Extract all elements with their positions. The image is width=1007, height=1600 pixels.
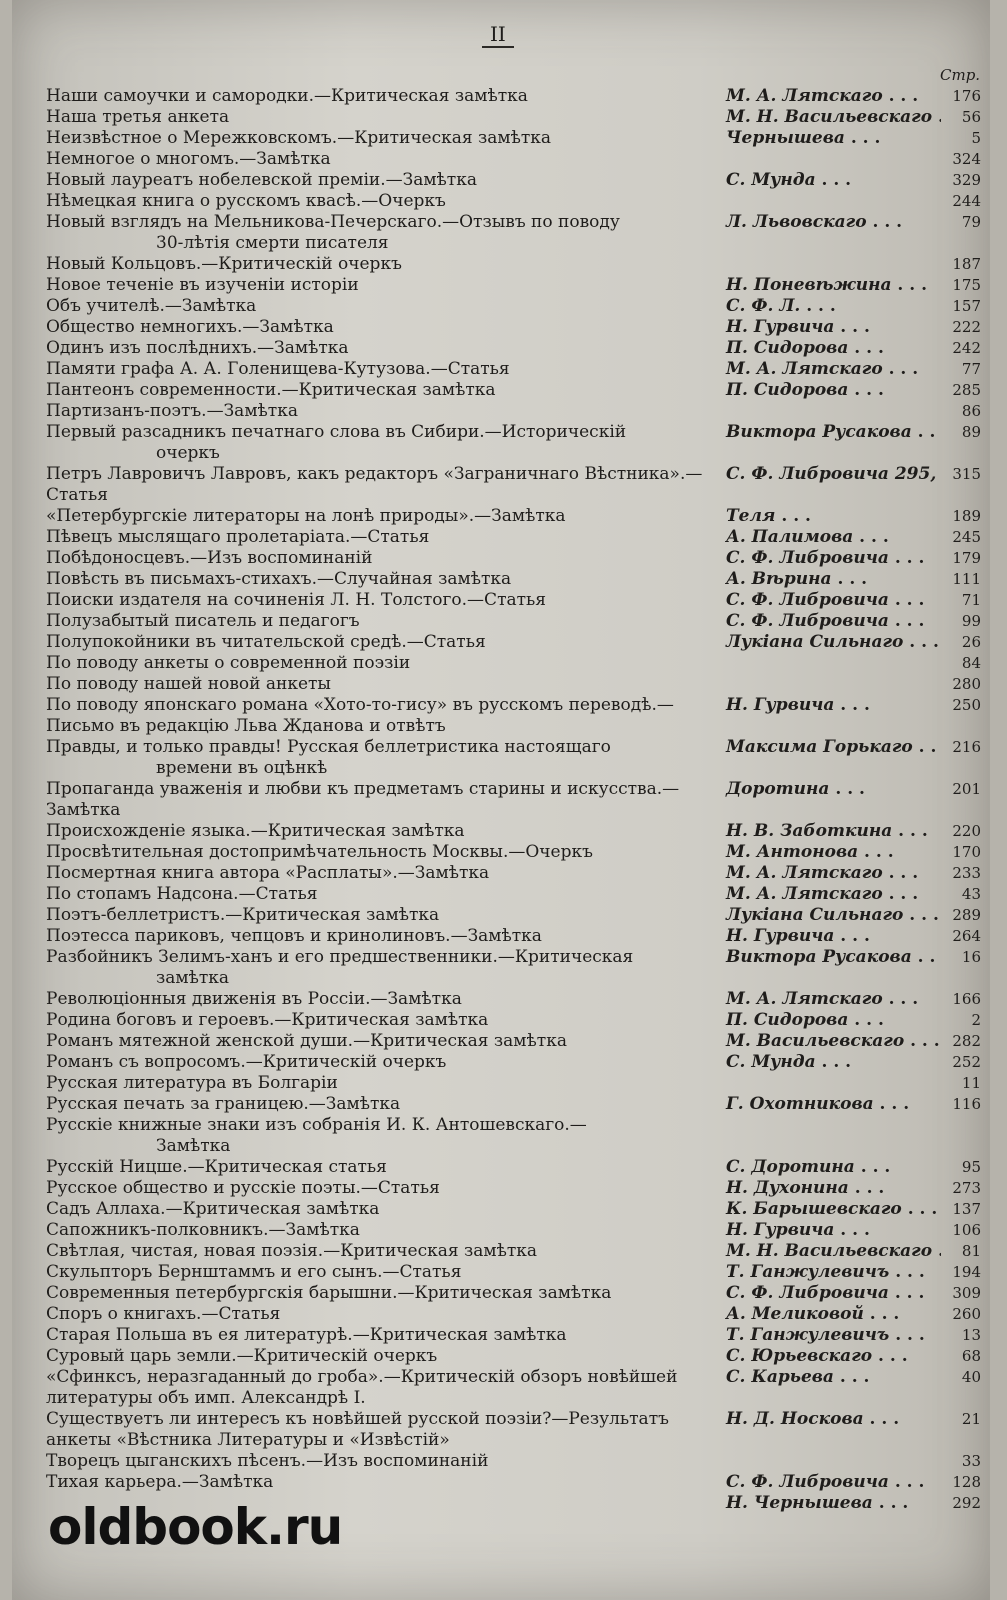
entry-page: 128: [952, 1473, 981, 1491]
entry-title-text: Суровый царь земли.—Критическій очеркъ: [46, 1346, 438, 1366]
entry-author: П. Сидорова . . .: [716, 380, 941, 401]
entry-title-continuation: времени въ оцѣнкѣ: [156, 758, 328, 778]
entry-title-text: Садъ Аллаха.—Критическая замѣтка: [46, 1199, 380, 1219]
entry-page: 71: [961, 591, 981, 609]
toc-entry: [46, 191, 981, 212]
entry-author: Лукіана Сильнаго . . .: [716, 905, 941, 926]
entry-author: М. А. Лятскаго . . .: [716, 359, 941, 380]
entry-title: [46, 863, 716, 884]
entry-title: [46, 422, 716, 464]
entry-author: С. Ф. Либровича . . .: [716, 611, 941, 632]
watermark-text: oldbook.ru: [48, 1498, 343, 1556]
entry-author: С. Мунда . . .: [716, 1052, 941, 1073]
toc-entry: [46, 128, 981, 149]
entry-title-text: Родина боговъ и героевъ.—Критическая замѣтка: [46, 1010, 489, 1030]
toc-entry: [46, 1304, 981, 1325]
toc-entry: [46, 527, 981, 548]
entry-title-text: Происхожденіе языка.—Критическая замѣтка: [46, 821, 465, 841]
toc-entry: [46, 569, 981, 590]
entry-page: 89: [961, 423, 981, 441]
entry-title: [46, 1241, 716, 1262]
entry-title: [46, 338, 716, 359]
entry-author: А. Вѣрина . . .: [716, 569, 941, 590]
toc-entry: [46, 1010, 981, 1031]
entry-author: Виктора Русакова . . .: [716, 947, 941, 968]
entry-author: П. Сидорова . . .: [716, 338, 941, 359]
toc-entry: [46, 863, 981, 884]
entry-title-text: Пантеонъ современности.—Критическая замѣтка: [46, 380, 496, 400]
entry-title: [46, 170, 716, 191]
entry-author: Т. Ганжулевичъ . . .: [716, 1262, 941, 1283]
entry-title-text: Современныя петербургскія барышни.—Критическая замѣтка: [46, 1283, 612, 1303]
toc-entry: [46, 380, 981, 401]
entry-title: [46, 296, 716, 317]
toc-entry: [46, 1409, 981, 1451]
toc-entry: [46, 317, 981, 338]
toc-entry: [46, 212, 981, 254]
entry-page: 68: [961, 1347, 981, 1365]
entry-title: [46, 737, 716, 779]
toc-entry: [46, 296, 981, 317]
entry-author: С. Мунда . . .: [716, 170, 941, 191]
entry-title-text: Романъ съ вопросомъ.—Критическій очеркъ: [46, 1052, 447, 1072]
entry-page: 244: [952, 192, 981, 210]
entry-page: 176: [952, 87, 981, 105]
entry-author: М. А. Лятскаго . . .: [716, 989, 941, 1010]
toc-entry: [46, 947, 981, 989]
entry-title: [46, 1220, 716, 1241]
toc-entry: [46, 338, 981, 359]
entry-page: 40: [961, 1368, 981, 1386]
entry-page: 16: [961, 948, 981, 966]
entry-title-text: Поэтъ-беллетристъ.—Критическая замѣтка: [46, 905, 440, 925]
toc-entry: [46, 1157, 981, 1178]
entry-page: 95: [961, 1158, 981, 1176]
entry-title-text: Нѣмецкая книга о русскомъ квасѣ.—Очеркъ: [46, 191, 446, 211]
entry-page: 252: [952, 1053, 981, 1071]
entry-page: 222: [952, 318, 981, 336]
entry-author: М. А. Лятскаго . . .: [716, 884, 941, 905]
entry-author: С. Доротина . . .: [716, 1157, 941, 1178]
entry-title: [46, 1409, 716, 1451]
entry-title-text: Правды, и только правды! Русская беллетристика настоящаго: [46, 737, 611, 757]
entry-page: 285: [952, 381, 981, 399]
entry-title: [46, 1010, 716, 1031]
entry-page: 79: [961, 213, 981, 231]
entry-title: [46, 149, 716, 170]
entry-page: 84: [961, 654, 981, 672]
entry-author: М. А. Лятскаго . . .: [716, 863, 941, 884]
entry-title-text: Русскій Ницше.—Критическая статья: [46, 1157, 387, 1177]
entry-page: 166: [952, 990, 981, 1008]
entry-page: 13: [961, 1326, 981, 1344]
entry-page: 81: [961, 1242, 981, 1260]
entry-title: [46, 464, 716, 506]
entry-author: С. Ф. Либровича . . .: [716, 1472, 941, 1493]
toc-entry: [46, 1325, 981, 1346]
entry-page: 170: [952, 843, 981, 861]
entry-title-text: Новый лауреатъ нобелевской преміи.—Замѣтка: [46, 170, 477, 190]
entry-author: С. Ф. Либровича . . .: [716, 590, 941, 611]
toc-entry: [46, 989, 981, 1010]
entry-title-text: Существуетъ ли интересъ къ новѣйшей русской поэзіи?—Результатъ анкеты «Вѣстника Литературы и «Извѣстій»: [46, 1409, 669, 1450]
entry-title-text: Первый разсадникъ печатнаго слова въ Сибири.—Историческій: [46, 422, 627, 442]
entry-title: [46, 1472, 716, 1493]
entry-title-text: Старая Польша въ ея литературѣ.—Критическая замѣтка: [46, 1325, 567, 1345]
toc-entry: [46, 926, 981, 947]
entry-title: [46, 653, 716, 674]
entry-title: [46, 275, 716, 296]
entry-author: С. Ф. Либровича . . .: [716, 548, 941, 569]
entry-author: Чернышева . . .: [716, 128, 941, 149]
entry-author: С. Ф. Либровича 295, . . .: [716, 464, 941, 485]
entry-title: [46, 506, 716, 527]
toc-entry: [46, 1367, 981, 1409]
toc-entry: [46, 842, 981, 863]
entry-title: [46, 1094, 716, 1115]
toc-entry: [46, 464, 981, 506]
entry-author: М. Васильевскаго . . .: [716, 1031, 941, 1052]
entry-page: 189: [952, 507, 981, 525]
entry-title: [46, 590, 716, 611]
entry-title: [46, 527, 716, 548]
entry-title: [46, 1031, 716, 1052]
toc-entry: [46, 359, 981, 380]
entry-page: 86: [961, 402, 981, 420]
entry-title: [46, 1115, 716, 1157]
toc-entry: [46, 884, 981, 905]
entry-title: [46, 926, 716, 947]
toc-entry: [46, 632, 981, 653]
entry-title: [46, 674, 716, 695]
toc-entry: [46, 611, 981, 632]
toc-entry: [46, 1262, 981, 1283]
entry-title-text: Неизвѣстное о Мережковскомъ.—Критическая замѣтка: [46, 128, 552, 148]
entry-title-text: Русская литература въ Болгаріи: [46, 1073, 338, 1093]
entry-author: А. Палимова . . .: [716, 527, 941, 548]
entry-title-text: Скульпторъ Бернштаммъ и его сынъ.—Статья: [46, 1262, 462, 1282]
entry-title: [46, 1073, 716, 1094]
entry-title: [46, 1346, 716, 1367]
toc-entry: [46, 1115, 981, 1157]
entry-title-text: Пѣвецъ мыслящаго пролетаріата.—Статья: [46, 527, 430, 547]
entry-page: 5: [971, 129, 981, 147]
entry-page: 324: [952, 150, 981, 168]
toc-entry: [46, 170, 981, 191]
entry-page: 2: [971, 1011, 981, 1029]
entry-page: 194: [952, 1263, 981, 1281]
entry-title-text: Русскіе книжные знаки изъ собранія И. К. Антошевскаго.—: [46, 1115, 587, 1135]
entry-title-continuation: 30-лѣтія смерти писателя: [156, 233, 389, 253]
entry-title: [46, 611, 716, 632]
entry-author: Н. Гурвича . . .: [716, 1220, 941, 1241]
entry-author: М. А. Лятскаго . . .: [716, 86, 941, 107]
entry-page: 292: [952, 1494, 981, 1512]
toc-entry: [46, 737, 981, 779]
entry-title-text: По поводу японскаго романа «Хото-то-гису» въ русскомъ переводѣ.—Письмо въ редакцію Льва Жданова и отвѣтъ: [46, 695, 674, 736]
entry-page: 289: [952, 906, 981, 924]
entry-page: 264: [952, 927, 981, 945]
entry-title: [46, 212, 716, 254]
entry-title: [46, 1367, 716, 1409]
entry-title-text: Русская печать за границею.—Замѣтка: [46, 1094, 401, 1114]
entry-author: М. Н. Васильевскаго . . .: [716, 107, 941, 128]
entry-page: 282: [952, 1032, 981, 1050]
entry-title: [46, 1199, 716, 1220]
toc-entry: [46, 548, 981, 569]
entry-title: [46, 695, 716, 737]
toc-entry: [46, 695, 981, 737]
toc-entry: [46, 1451, 981, 1472]
entry-author: Н. Духонина . . .: [716, 1178, 941, 1199]
entry-title-text: Поиски издателя на сочиненія Л. Н. Толстого.—Статья: [46, 590, 546, 610]
entry-author: Н. Поневѣжина . . .: [716, 275, 941, 296]
entry-page: 260: [952, 1305, 981, 1323]
entry-author: Н. Гурвича . . .: [716, 695, 941, 716]
entry-title-continuation: очеркъ: [156, 443, 220, 463]
entry-title: [46, 947, 716, 989]
toc-entry: [46, 275, 981, 296]
toc-entry: [46, 1346, 981, 1367]
entry-title-text: Сапожникъ-полковникъ.—Замѣтка: [46, 1220, 360, 1240]
entry-title: [46, 989, 716, 1010]
toc-entry: [46, 1220, 981, 1241]
toc-entry: [46, 254, 981, 275]
entry-author: С. Юрьевскаго . . .: [716, 1346, 941, 1367]
toc-entry: [46, 1031, 981, 1052]
toc-entry: [46, 1472, 981, 1493]
toc-entry: [46, 653, 981, 674]
entry-author: С. Карьева . . .: [716, 1367, 941, 1388]
entry-title-text: Памяти графа А. А. Голенищева-Кутузова.—Статья: [46, 359, 510, 379]
entry-page: 111: [952, 570, 981, 588]
entry-page: 273: [952, 1179, 981, 1197]
toc-entry: [46, 86, 981, 107]
entry-title-text: Разбойникъ Зелимъ-ханъ и его предшественники.—Критическая: [46, 947, 634, 967]
entry-title-text: Творецъ цыганскихъ пѣсенъ.—Изъ воспоминаній: [46, 1451, 489, 1471]
entry-page: 179: [952, 549, 981, 567]
toc-entry: [46, 1178, 981, 1199]
toc-entry: [46, 1052, 981, 1073]
entry-title: [46, 905, 716, 926]
entry-title-continuation: замѣтка: [156, 968, 230, 988]
entry-title: [46, 821, 716, 842]
entry-title: [46, 569, 716, 590]
entry-title: [46, 1283, 716, 1304]
entry-title-text: Просвѣтительная достопримѣчательность Москвы.—Очеркъ: [46, 842, 593, 862]
entry-title-text: «Петербургскіе литераторы на лонѣ природы».—Замѣтка: [46, 506, 566, 526]
entry-title-text: Поэтесса париковъ, чепцовъ и кринолиновъ.—Замѣтка: [46, 926, 542, 946]
entry-title-text: Тихая карьера.—Замѣтка: [46, 1472, 274, 1492]
entry-title-text: Наша третья анкета: [46, 107, 230, 127]
entry-title-text: Полупокойники въ читательской средѣ.—Статья: [46, 632, 486, 652]
entry-title-text: Немногое о многомъ.—Замѣтка: [46, 149, 331, 169]
entry-title-text: Русское общество и русскіе поэты.—Статья: [46, 1178, 440, 1198]
entry-page: 77: [961, 360, 981, 378]
entry-title-text: Повѣсть въ письмахъ-стихахъ.—Случайная замѣтка: [46, 569, 512, 589]
entry-title: [46, 1178, 716, 1199]
entry-author: Теля . . .: [716, 506, 941, 527]
entry-title-text: Свѣтлая, чистая, новая поэзія.—Критическая замѣтка: [46, 1241, 538, 1261]
entry-author: А. Меликовой . . .: [716, 1304, 941, 1325]
entry-author: М. Н. Васильевскаго . . .: [716, 1241, 941, 1262]
entry-page: 242: [952, 339, 981, 357]
entry-title-text: Романъ мятежной женской души.—Критическая замѣтка: [46, 1031, 567, 1051]
toc-entry: [46, 590, 981, 611]
toc-entry: [46, 821, 981, 842]
entry-author: С. Ф. Л. . . .: [716, 296, 941, 317]
entry-page: 233: [952, 864, 981, 882]
entry-title-text: Споръ о книгахъ.—Статья: [46, 1304, 281, 1324]
table-of-contents: [46, 86, 981, 1514]
entry-title: [46, 1451, 716, 1472]
entry-page: 280: [952, 675, 981, 693]
entry-title: [46, 1052, 716, 1073]
toc-entry: [46, 149, 981, 170]
entry-title-text: Революціонныя движенія въ Россіи.—Замѣтка: [46, 989, 462, 1009]
entry-title-text: Побѣдоносцевъ.—Изъ воспоминаній: [46, 548, 373, 568]
entry-title: [46, 254, 716, 275]
toc-entry: [46, 107, 981, 128]
entry-title-text: По поводу анкеты о современной поэзіи: [46, 653, 411, 673]
entry-page: 175: [952, 276, 981, 294]
page-column-header: Стр.: [940, 66, 981, 84]
entry-author: Лукіана Сильнаго . . .: [716, 632, 941, 653]
entry-page: 157: [952, 297, 981, 315]
entry-title-text: Посмертная книга автора «Расплаты».—Замѣтка: [46, 863, 490, 883]
entry-page: 99: [961, 612, 981, 630]
entry-title-text: Общество немногихъ.—Замѣтка: [46, 317, 334, 337]
page-number: II: [482, 22, 514, 48]
entry-author: Н. Чернышева . . .: [716, 1493, 941, 1514]
entry-page: 329: [952, 171, 981, 189]
entry-title: [46, 1325, 716, 1346]
entry-page: 21: [961, 1410, 981, 1428]
entry-page: 220: [952, 822, 981, 840]
entry-page: 187: [952, 255, 981, 273]
entry-author: Доротина . . .: [716, 779, 941, 800]
entry-title: [46, 191, 716, 212]
entry-title: [46, 884, 716, 905]
entry-page: 106: [952, 1221, 981, 1239]
entry-title-text: Партизанъ-поэтъ.—Замѣтка: [46, 401, 298, 421]
entry-title: [46, 107, 716, 128]
entry-page: 309: [952, 1284, 981, 1302]
entry-title: [46, 380, 716, 401]
toc-entry: [46, 506, 981, 527]
entry-title-text: Пропаганда уваженія и любви къ предметамъ старины и искусства.—Замѣтка: [46, 779, 680, 820]
entry-page: 11: [961, 1074, 981, 1092]
entry-author: Виктора Русакова . . .: [716, 422, 941, 443]
entry-author: Максима Горькаго . . .: [716, 737, 941, 758]
entry-author: Л. Львовскаго . . .: [716, 212, 941, 233]
entry-title-text: Новый Кольцовъ.—Критическій очеркъ: [46, 254, 402, 274]
toc-entry: [46, 422, 981, 464]
entry-title-continuation: Замѣтка: [156, 1136, 231, 1156]
entry-author: П. Сидорова . . .: [716, 1010, 941, 1031]
entry-title: [46, 1304, 716, 1325]
entry-title: [46, 842, 716, 863]
entry-page: 137: [952, 1200, 981, 1218]
entry-page: 216: [952, 738, 981, 756]
entry-author: Т. Ганжулевичъ . . .: [716, 1325, 941, 1346]
toc-entry: [46, 401, 981, 422]
entry-title: [46, 128, 716, 149]
entry-title-text: Новый взглядъ на Мельникова-Печерскаго.—Отзывъ по поводу: [46, 212, 620, 232]
toc-entry: [46, 905, 981, 926]
entry-title: [46, 86, 716, 107]
entry-page: 116: [952, 1095, 981, 1113]
entry-title-text: «Сфинксъ, неразгаданный до гроба».—Критическій обзоръ новѣйшей литературы объ имп. Александрѣ I.: [46, 1367, 678, 1408]
entry-author: Н. В. Заботкина . . .: [716, 821, 941, 842]
entry-title: [46, 779, 716, 821]
entry-title: [46, 401, 716, 422]
toc-entry: [46, 1073, 981, 1094]
entry-author: М. Антонова . . .: [716, 842, 941, 863]
toc-entry: [46, 674, 981, 695]
entry-title-text: Одинъ изъ послѣднихъ.—Замѣтка: [46, 338, 349, 358]
entry-author: Н. Д. Носкова . . .: [716, 1409, 941, 1430]
entry-title: [46, 1157, 716, 1178]
entry-author: С. Ф. Либровича . . .: [716, 1283, 941, 1304]
entry-author: К. Барышевскаго . . .: [716, 1199, 941, 1220]
toc-entry: [46, 1283, 981, 1304]
entry-author: Г. Охотникова . . .: [716, 1094, 941, 1115]
entry-page: 245: [952, 528, 981, 546]
toc-entry: [46, 1241, 981, 1262]
entry-title-text: Наши самоучки и самородки.—Критическая замѣтка: [46, 86, 528, 106]
entry-page: 201: [952, 780, 981, 798]
entry-page: 26: [961, 633, 981, 651]
entry-title: [46, 632, 716, 653]
entry-title: [46, 1262, 716, 1283]
entry-page: 43: [961, 885, 981, 903]
entry-title-text: Новое теченіе въ изученіи исторіи: [46, 275, 359, 295]
entry-title: [46, 317, 716, 338]
entry-title-text: Объ учителѣ.—Замѣтка: [46, 296, 257, 316]
toc-entry: [46, 1199, 981, 1220]
toc-entry: [46, 779, 981, 821]
entry-title-text: Петръ Лавровичъ Лавровъ, какъ редакторъ «Заграничнаго Вѣстника».—Статья: [46, 464, 703, 505]
toc-entry: [46, 1094, 981, 1115]
entry-title-text: По поводу нашей новой анкеты: [46, 674, 331, 694]
entry-page: 250: [952, 696, 981, 714]
entry-page: 33: [961, 1452, 981, 1470]
entry-title-text: По стопамъ Надсона.—Статья: [46, 884, 318, 904]
entry-title: [46, 359, 716, 380]
entry-page: 56: [961, 108, 981, 126]
entry-title-text: Полузабытый писатель и педагогъ: [46, 611, 360, 631]
entry-author: Н. Гурвича . . .: [716, 926, 941, 947]
entry-title: [46, 548, 716, 569]
entry-page: 315: [952, 465, 981, 483]
book-page: [12, 0, 990, 1600]
entry-author: Н. Гурвича . . .: [716, 317, 941, 338]
